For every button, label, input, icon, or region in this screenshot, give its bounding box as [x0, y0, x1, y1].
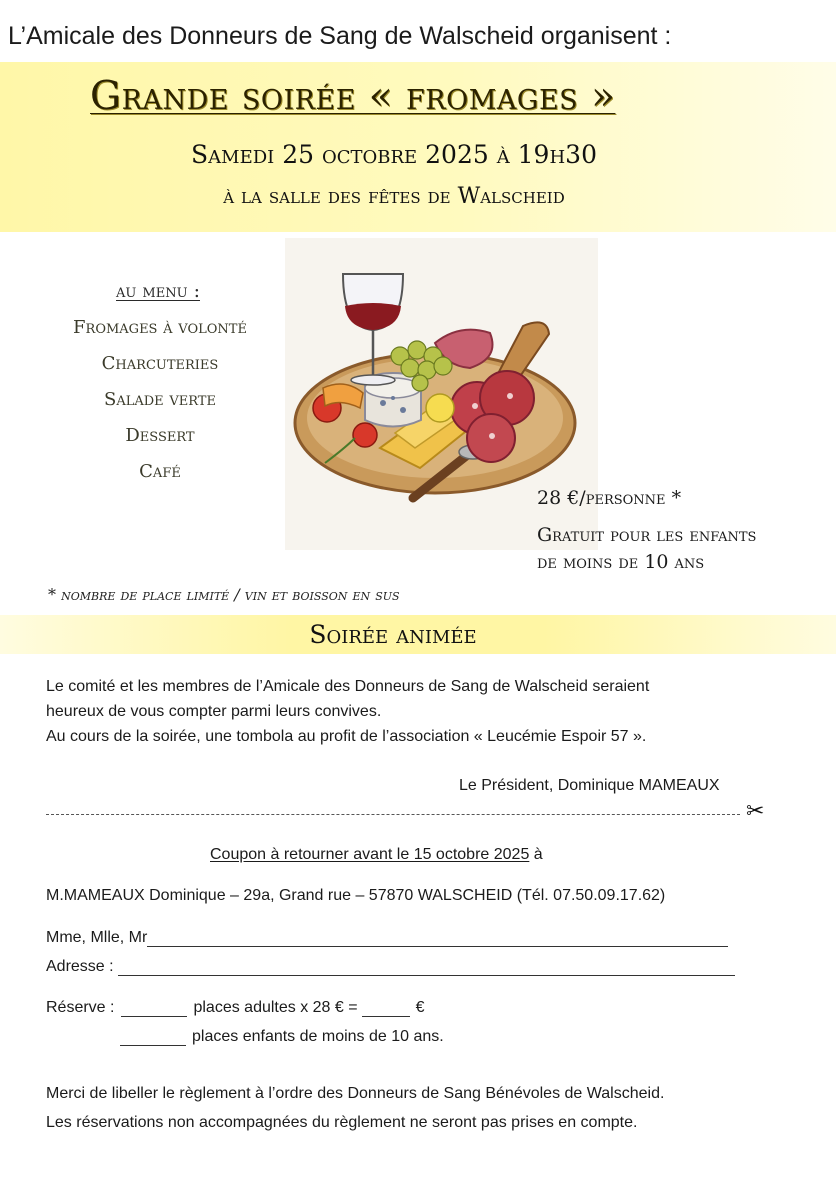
child-places-text: places enfants de moins de 10 ans.	[192, 1028, 444, 1045]
president-signature: Le Président, Dominique MAMEAUX	[459, 777, 720, 794]
soiree-heading: Soirée animée	[309, 620, 477, 649]
payment-warning: Les réservations non accompagnées du règlement ne seront pas prises en compte.	[46, 1114, 638, 1131]
address-field-row	[46, 958, 735, 976]
body-text-line: heureux de vous compter parmi leurs convives.	[46, 703, 382, 720]
address-field[interactable]	[118, 961, 735, 976]
child-reservation-row	[120, 1028, 444, 1046]
name-field[interactable]	[147, 932, 728, 947]
body-text-line: Au cours de la soirée, une tombola au profit de l’association « Leucémie Espoir 57 ».	[46, 728, 647, 745]
menu-item: Salade verte	[104, 389, 216, 410]
euro-sign: €	[415, 999, 425, 1016]
menu-item: Café	[139, 461, 181, 482]
children-free-line-1: Gratuit pour les enfants	[537, 524, 757, 546]
address-label: Adresse :	[46, 958, 114, 975]
menu-item: Charcuteries	[101, 353, 219, 374]
child-places-field[interactable]	[120, 1031, 186, 1046]
event-title: Grande soirée « fromages »	[90, 74, 616, 119]
menu-item: Dessert	[125, 425, 195, 446]
name-label: Mme, Mlle, Mr	[46, 929, 148, 946]
cut-line	[46, 814, 740, 815]
adult-reservation-row	[46, 999, 424, 1017]
menu-item: Fromages à volonté	[73, 317, 247, 338]
event-date: Samedi 25 octobre 2025 à 19h30	[191, 140, 597, 169]
coupon-deadline: Coupon à retourner avant le 15 octobre 2025	[210, 846, 530, 863]
coupon-title	[210, 846, 543, 864]
price-per-person: 28 €/personne *	[537, 487, 682, 509]
adult-places-text: places adultes x 28 € =	[193, 999, 358, 1016]
event-venue: à la salle des fêtes de Walscheid	[223, 184, 565, 209]
coupon-title-suffix: à	[529, 846, 543, 863]
limited-places-note: * nombre de place limité / vin et boisson en sus	[48, 585, 400, 604]
reserve-label: Réserve :	[46, 999, 115, 1016]
adult-places-field[interactable]	[121, 1002, 187, 1017]
adult-total-field[interactable]	[362, 1002, 410, 1017]
scissors-icon: ✂	[746, 798, 765, 823]
payment-instruction: Merci de libeller le règlement à l’ordre des Donneurs de Sang Bénévoles de Walscheid.	[46, 1085, 665, 1102]
menu-heading: au menu :	[116, 280, 200, 302]
body-text-line: Le comité et les membres de l’Amicale des Donneurs de Sang de Walscheid seraient	[46, 678, 650, 695]
name-field-row	[46, 929, 728, 947]
return-address: M.MAMEAUX Dominique – 29a, Grand rue – 57870 WALSCHEID (Tél. 07.50.09.17.62)	[46, 887, 666, 904]
children-free-line-2: de moins de 10 ans	[537, 551, 705, 573]
intro-text: L’Amicale des Donneurs de Sang de Walscheid organisent :	[8, 22, 672, 50]
